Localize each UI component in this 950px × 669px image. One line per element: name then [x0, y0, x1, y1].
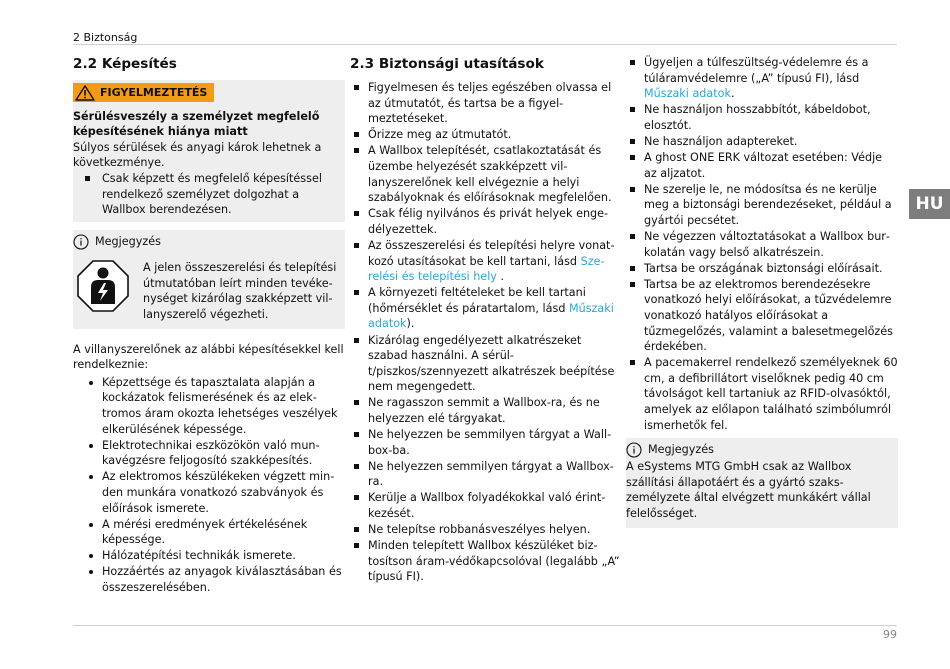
list-item — [350, 538, 622, 585]
section-heading-safety: 2.3 Biztonsági utasítások — [350, 56, 544, 72]
list-item — [350, 143, 622, 205]
item-text: Kizárólag engedélyezett alkatrészeket szabad használni. A sérült/piszkos/szennyezett alkatrészek beépítése nem megengedett. — [368, 333, 615, 394]
column-safety-continued — [626, 55, 898, 528]
safety-list — [350, 80, 622, 585]
list-item — [626, 355, 898, 433]
footer-divider — [73, 625, 897, 626]
list-item: Az elektromos készülékeken végzett minden munkára vonatkozó szabványok és előírások ismerete. — [73, 469, 345, 516]
link-technical-data[interactable]: Műszaki adatok — [368, 301, 614, 331]
note-label: Megjegyzés — [648, 443, 714, 457]
item-text-tail: . — [496, 270, 505, 284]
list-item — [626, 277, 898, 355]
list-item — [350, 80, 622, 127]
item-text: Tartsa be az elektromos berendezésekre vonatkozó helyi előírásokat, a tűzvédelemre vonatkozó hatályos előírásokat a tűzmegelőzés, valamint a balesetmegelőzés érdekében. — [644, 277, 894, 354]
language-tab: HU — [909, 189, 950, 219]
list-item — [350, 127, 622, 143]
list-item: Elektrotechnikai eszközökön való munkavégzésre feljogosító szakképesítés. — [73, 438, 345, 469]
note-header — [73, 234, 345, 250]
column-safety-instructions — [350, 55, 622, 586]
item-text: Ne helyezzen semmilyen tárgyat a Wallbox-ra. — [368, 459, 614, 489]
warning-triangle-icon — [75, 85, 95, 101]
list-item — [350, 333, 622, 395]
item-text: A ghost ONE ERK változat esetében: Védje az aljzatot. — [644, 151, 883, 180]
item-text: Ne szerelje le, ne módosítsa és ne kerülje meg a biztonsági berendezéseket, például a gyártói pecsétet. — [644, 182, 892, 227]
item-text: Figyelmesen és teljes egészében olvassa el az útmutatót, és tartsa be a figyelmeztetéseket. — [368, 81, 612, 126]
item-text: Ne használjon hosszabbítót, kábeldobot, elosztót. — [644, 103, 871, 132]
link-installation-site[interactable]: Szerelési és telepítési hely — [368, 254, 605, 284]
item-text-tail: . — [730, 87, 735, 101]
list-item — [350, 238, 622, 285]
section-heading-qualification: 2.2 Képesítés — [73, 56, 177, 72]
item-text: Ne ragasszon semmit a Wallbox-ra, és ne helyezzen elé tárgyakat. — [368, 396, 600, 425]
list-item — [626, 134, 898, 150]
list-item — [626, 150, 898, 181]
item-text: Őrizze meg az útmutatót. — [368, 128, 512, 142]
warning-text: Súlyos sérülések és anyagi károk lehetnek a következménye. — [73, 140, 322, 170]
list-item — [626, 102, 898, 133]
list-item — [350, 427, 622, 458]
list-item — [626, 55, 898, 102]
item-text: A Wallbox telepítését, csatlakoztatását és üzembe helyezését szakképzett villanyszerelőnek kell elvégeznie a helyi szabályoknak és előírásoknak megfelelően. — [368, 144, 612, 205]
page-number: 99 — [883, 628, 897, 641]
list-item: Hozzáértés az anyagok kiválasztásában és összeszerelésében. — [73, 564, 345, 595]
info-icon — [73, 234, 89, 250]
column-qualification — [73, 55, 345, 596]
list-item — [350, 522, 622, 538]
warning-box — [73, 80, 345, 222]
warning-action-item: Csak képzett és megfelelő képesítéssel rendelkező személyzet dolgozhat a Wallbox berendezésen. — [73, 171, 345, 218]
warning-tag — [73, 83, 214, 102]
warning-title: Sérülésveszély a személyzet megfelelő képesítésének hiánya miatt — [73, 109, 320, 139]
list-item — [350, 395, 622, 426]
item-text: A környezeti feltételeket be kell tartani (hőmérséklet és páratartalom, lásd — [368, 286, 586, 315]
item-text: Az összeszerelési és telepítési helyre vonatkozó utasításokat be kell tartani, lásd — [368, 238, 615, 268]
note-label: Megjegyzés — [95, 235, 161, 249]
item-text: Csak félig nyilvános és privát helyek engedélyezettek. — [368, 207, 609, 236]
item-text: Ne végezzen változtatásokat a Wallbox burkolatán vagy belső alkatrészein. — [644, 230, 890, 259]
list-item — [350, 206, 622, 237]
item-text: Ügyeljen a túlfeszültség-védelemre és a túláramvédelemre („A” típusú FI), lásd — [644, 56, 869, 85]
list-item: Képzettsége és tapasztalata alapján a kockázatok felismerésének és az elektromos áram okozta lehetséges veszélyek elkerülésének képessége. — [73, 375, 345, 437]
list-item: A mérési eredmények értékelésének képessége. — [73, 517, 345, 548]
info-icon — [626, 442, 642, 458]
list-item — [350, 285, 622, 332]
item-text-tail: ). — [406, 317, 415, 331]
qualification-list — [73, 375, 345, 596]
link-technical-data[interactable]: Műszaki adatok — [644, 87, 731, 101]
item-text: Ne használjon adaptereket. — [644, 134, 798, 148]
running-header: 2 Biztonság — [73, 31, 138, 44]
item-text: Ne helyezzen be semmilyen tárgyat a Wallbox-ba. — [368, 428, 612, 457]
item-text: A pacemakerrel rendelkező személyeknek 60 cm, a defibrillátort viselőknek pedig 40 cm távolságot kell tartaniuk az RFID-olvasóktól, amelyek az előlapon található szimbólumról ismerhetők fel. — [644, 356, 898, 432]
item-text: Minden telepített Wallbox készüléket biztosítson áram-védőkapcsolóval (legalább „A” típusú FI). — [368, 539, 620, 584]
list-item — [626, 182, 898, 229]
item-text: Ne telepítse robbanásveszélyes helyen. — [368, 523, 591, 537]
warning-tag-label: FIGYELMEZTETÉS — [100, 86, 208, 100]
note-box-liability — [626, 438, 898, 527]
list-item: Hálózatépítési technikák ismerete. — [73, 548, 345, 564]
warning-actions — [73, 171, 345, 218]
header-divider — [73, 44, 897, 45]
electrician-pictogram-icon — [77, 260, 129, 312]
list-item — [350, 459, 622, 490]
safety-list-continued — [626, 55, 898, 433]
note-body — [73, 260, 345, 322]
note-text: A jelen összeszerelési és telepítési útmutatóban leírt minden tevékenységet kizárólag szakképzett villanyszerelő végezheti. — [143, 261, 337, 322]
item-text: Tartsa be országának biztonsági előírásait. — [644, 261, 883, 275]
list-item — [350, 490, 622, 521]
list-item — [626, 229, 898, 260]
list-item — [626, 261, 898, 277]
note-header — [626, 442, 898, 458]
note-text: A eSystems MTG GmbH csak az Wallbox szállítási állapotáért és a gyártó szakszemélyzete által elvégzett munkákért vállal felelősséget. — [626, 460, 871, 521]
item-text: Kerülje a Wallbox folyadékokkal való érintkezését. — [368, 491, 606, 521]
note-box-electrician — [73, 230, 345, 328]
qualification-intro: A villanyszerelőnek az alábbi képesítésekkel kell rendelkeznie: — [73, 342, 344, 372]
